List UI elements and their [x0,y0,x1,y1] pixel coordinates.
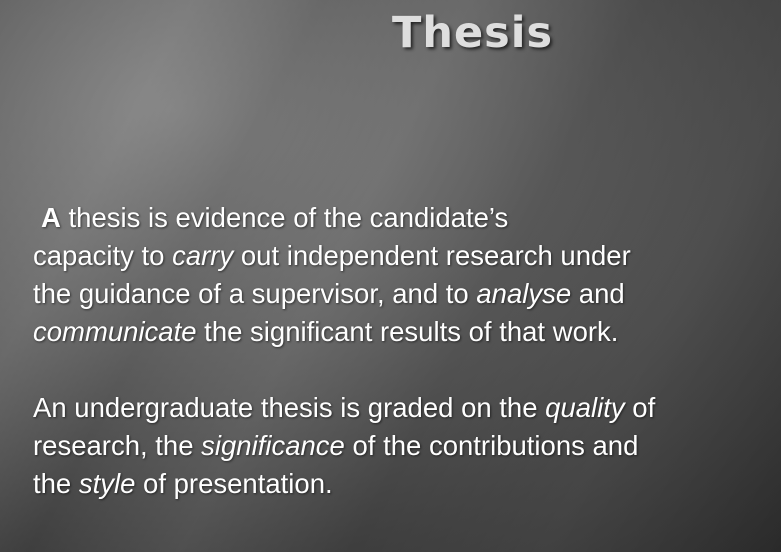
paragraph-grading-criteria [33,389,773,503]
text-line [33,237,773,275]
bold-word: A [41,202,61,233]
italic-word: quality [545,392,625,423]
italic-word: carry [172,240,234,271]
text-run: of [624,392,656,423]
slide-title: Thesis [392,8,554,58]
text-line [33,275,773,313]
text-run: the [33,468,79,499]
text-run: the guidance of a supervisor, and to [33,278,477,309]
text-line [33,389,773,427]
italic-word: significance [201,430,345,461]
italic-word: style [78,468,136,499]
text-run: and [571,278,625,309]
text-run: out independent research under [233,240,631,271]
text-run: research, the [33,430,202,461]
text-line [33,199,773,237]
text-run: capacity to [33,240,173,271]
paragraph-thesis-definition [33,199,773,351]
italic-word: communicate [33,316,197,347]
text-run: the significant results of that work. [196,316,619,347]
text-run: An undergraduate thesis is graded on the [33,392,546,423]
text-run: of presentation. [135,468,333,499]
text-run: thesis is evidence of the candidate’s [60,202,509,233]
text-line [33,313,773,351]
text-run: of the contributions and [344,430,639,461]
italic-word: analyse [476,278,572,309]
text-line [33,465,773,503]
slide-body [33,199,773,503]
text-line [33,427,773,465]
